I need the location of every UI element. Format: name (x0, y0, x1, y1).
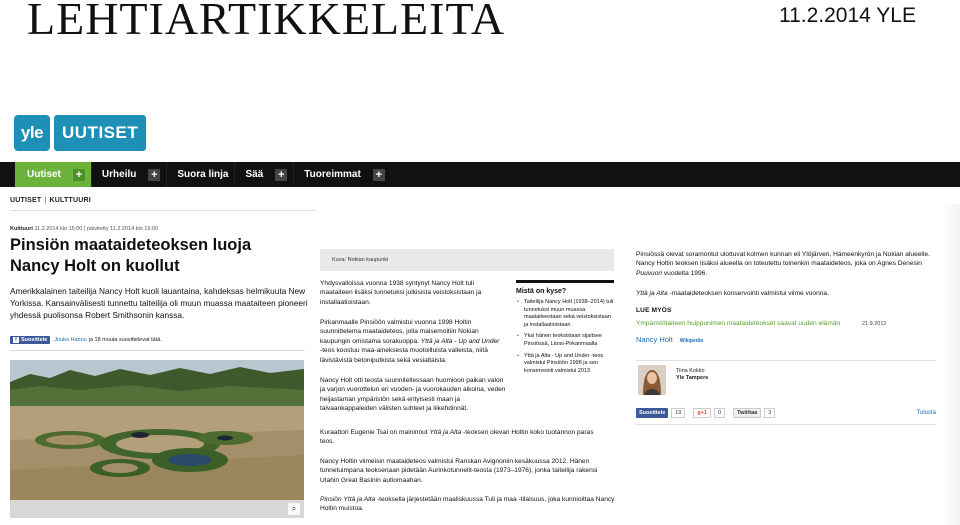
nav-urheilu[interactable] (92, 162, 166, 187)
article-photo[interactable] (10, 360, 304, 518)
related-article-link[interactable]: Ympäristötaiteen huippunimen maataideteokset saavat uuden elämän (636, 320, 841, 327)
paragraph-text: -teoksen olevan Holtin koko tuotannon paras teos. (320, 429, 594, 446)
magnifier-icon[interactable]: ⌕ (288, 503, 300, 515)
meta-updated: päivitetty 11.2.2014 klo 15:00 (86, 226, 159, 232)
artwork-title: Yttä ja Alta (636, 290, 668, 297)
fact-box-rule (516, 280, 614, 283)
yle-logo-text: UUTISET (54, 115, 146, 151)
read-also-heading: LUE MYÖS (636, 307, 672, 314)
recommend-user-link[interactable]: Jouko Hannu (54, 337, 87, 343)
breadcrumb-kulttuuri[interactable]: KULTTUURI (49, 197, 91, 204)
breadcrumb (10, 197, 91, 204)
photo-caption: Kuva: Nokian kaupunki (320, 249, 614, 271)
paragraph-text: Pirkanmaalle Pinsiöön valmistui vuonna 1998 Holtin suunnittelema maataideteos, jolla maisemoitiin Nokian kaupungin omistama sorakuoppa. (320, 319, 479, 345)
facebook-recommend-button[interactable] (10, 336, 50, 344)
yle-logo[interactable] (14, 114, 146, 152)
fact-box-list (516, 299, 616, 375)
meta-section: Kulttuuri (10, 226, 33, 232)
nav-suora-linja[interactable] (167, 162, 234, 187)
plus-icon[interactable]: + (275, 169, 287, 181)
land-art-photo (10, 360, 304, 518)
author-name: Tiina Kokko (676, 368, 705, 374)
nav-tuoreimmat[interactable] (294, 162, 391, 187)
fact-item: • Yttä ja Alta - Up and Under -teos valmistui Pinsiöön 1998 ja sen konservointi valmistui 2013 (516, 353, 616, 376)
facebook-share-count: 19 (671, 408, 685, 418)
nav-label: Uutiset (27, 169, 61, 180)
divider (10, 210, 315, 211)
author-organization: Yle Tampere (676, 375, 709, 381)
nav-label: Tuoreimmat (304, 169, 361, 180)
article-paragraph-1: Yhdysvalloissa vuonna 1938 syntynyt Nancy Holt tuli maataiteen lisäksi tunnetuksi julkisista veistoksistaan ja installaatioistaan. (320, 280, 482, 306)
divider (10, 350, 305, 351)
nav-filler (391, 162, 960, 187)
facebook-icon: f (13, 337, 19, 343)
paragraph-text: Pinsiössä olevat soramontut ulottuvat kolmen kunnan eli Ylöjärven, Hämeenkyrön ja Nokian alueelle. Nancy Holtin teoksen lisäksi alueella on toteutettu toinenkin maataideteos, joka on Agnes Denesin (636, 251, 930, 268)
facebook-recommend-row (10, 334, 305, 346)
breadcrumb-uutiset[interactable]: UUTISET (10, 197, 42, 204)
social-share-bar (636, 406, 936, 420)
plus-icon[interactable]: + (148, 169, 160, 181)
yle-logo-mark: yle (14, 115, 50, 151)
divider (636, 424, 936, 425)
author-avatar (638, 365, 666, 395)
fact-box (516, 280, 616, 379)
paragraph-text: -teoksella järjestetään maaliskuussa Tuli ja maa -tilaisuus, joka kunnioittaa Nancy Holtin muistoa. (320, 496, 615, 513)
related-article-date: 21.9.2012 (862, 321, 887, 327)
google-plus-count: 0 (714, 408, 725, 418)
paragraph-text: -maataideteoksen konservointi valmistui viime vuonna. (669, 290, 829, 297)
tag-nancy-holt[interactable]: Nancy Holt (636, 335, 673, 344)
article-paragraph-4 (320, 428, 604, 447)
recommend-label: Suosittele (21, 337, 48, 343)
headline-line-1: Pinsiön maataideteoksen luoja (10, 236, 252, 254)
article-paragraph-3: Nancy Holt otti teosta suunnitellessaan huomioon paikan valon ja varjon vuorottelun eri vuoden- ja vuorokauden aikoina, veden heijastaman ympäristön sekä erityisesti maan ja taivaankappaleiden välisten suhteet ja liikehdinnät. (320, 377, 506, 413)
nav-label: Sää (245, 169, 264, 180)
breadcrumb-separator: | (44, 197, 47, 204)
headline-line-2: Nancy Holt on kuollut (10, 257, 180, 275)
paragraph-text: Kuraattori Eugenie Tsai on maininnut (320, 429, 428, 436)
article-paragraph-5: Nancy Holtin viimeisin maataideteos valmistui Ranskan Avignoniin kesäkuussa 2012. Hänen tunnetuimpana teoksenaan pidetään Aurinkotunnelit-teosta (1973–1976), jonka taiteilija rakensi Utahin Great Basinin autiomaahan. (320, 458, 598, 484)
fact-item: • Yksi hänen teoksistaan sijaitsee Pinsiössä, Länsi-Pirkanmaalla (516, 333, 616, 348)
artwork-title: Yttä ja Alta - Up and Under (420, 337, 500, 345)
slide-title: LEHTIARTIKKELEITA (27, 0, 506, 44)
article-lead: Amerikkalainen taiteilija Nancy Holt kuoli lauantaina, kahdeksas helmikuuta New Yorkissa. Kansainvälisesti tunnettu taiteilija oli muun muassa maataiteen pioneeri yhdessä puolisonsa Robert Smithsonin kanssa. (10, 286, 308, 320)
nav-label: Suora linja (177, 169, 229, 180)
paragraph-text: vuodelta 1996. (663, 269, 708, 277)
artwork-title: Yttä ja Alta (429, 429, 462, 436)
nav-uutiset[interactable] (15, 162, 91, 187)
article-meta (10, 226, 158, 232)
article-screenshot (0, 104, 960, 525)
article-headline (10, 235, 310, 277)
right-paragraph-2 (636, 289, 936, 298)
paragraph-text: -teos koostuu maa-aineksesta muotoilluista valleista, niitä lävistävistä betoniputkista sekä vesialtaista. (320, 347, 488, 364)
fact-item: • Taiteilija Nancy Holt (1938–2014) tuli tunnetuksi muun muassa maataiteestaan sekä veistoksistaan ja installaatioistaan (516, 299, 616, 329)
plus-icon[interactable]: + (373, 169, 385, 181)
artwork-title: Yttä ja Alta (343, 496, 376, 503)
article-paragraph-2 (320, 318, 502, 365)
nav-label: Urheilu (101, 169, 137, 180)
twitter-share-count: 3 (764, 408, 775, 418)
nav-saa[interactable] (235, 162, 293, 187)
plus-icon[interactable]: + (73, 169, 85, 181)
tag-wikipedia-link[interactable]: Wikipedia (679, 338, 703, 344)
print-link[interactable]: Tulosta (916, 410, 936, 416)
tag-row (636, 335, 703, 344)
google-plus-button[interactable]: g+1 (693, 408, 711, 418)
site-header (0, 104, 960, 161)
recommend-text: ja 18 muuta suosittelevat tätä. (88, 337, 162, 343)
paragraph-text: Pinsiön (320, 496, 342, 503)
slide-date: 11.2.2014 YLE (778, 4, 916, 27)
author-portrait (638, 365, 666, 395)
fact-box-title: Mistä on kyse? (516, 288, 567, 295)
page-edge-fade (940, 204, 960, 525)
right-paragraph-1 (636, 250, 936, 278)
author-box (636, 360, 936, 398)
meta-published: 11.2.2014 klo 15:00 (34, 226, 83, 232)
main-navigation (0, 162, 960, 187)
artwork-title: Puuvuori (636, 269, 663, 277)
twitter-share-button[interactable]: Twiittaa (733, 408, 761, 418)
article-paragraph-6 (320, 495, 616, 514)
meta-separator: | (83, 226, 86, 232)
facebook-share-button[interactable]: Suosittele (636, 408, 668, 418)
